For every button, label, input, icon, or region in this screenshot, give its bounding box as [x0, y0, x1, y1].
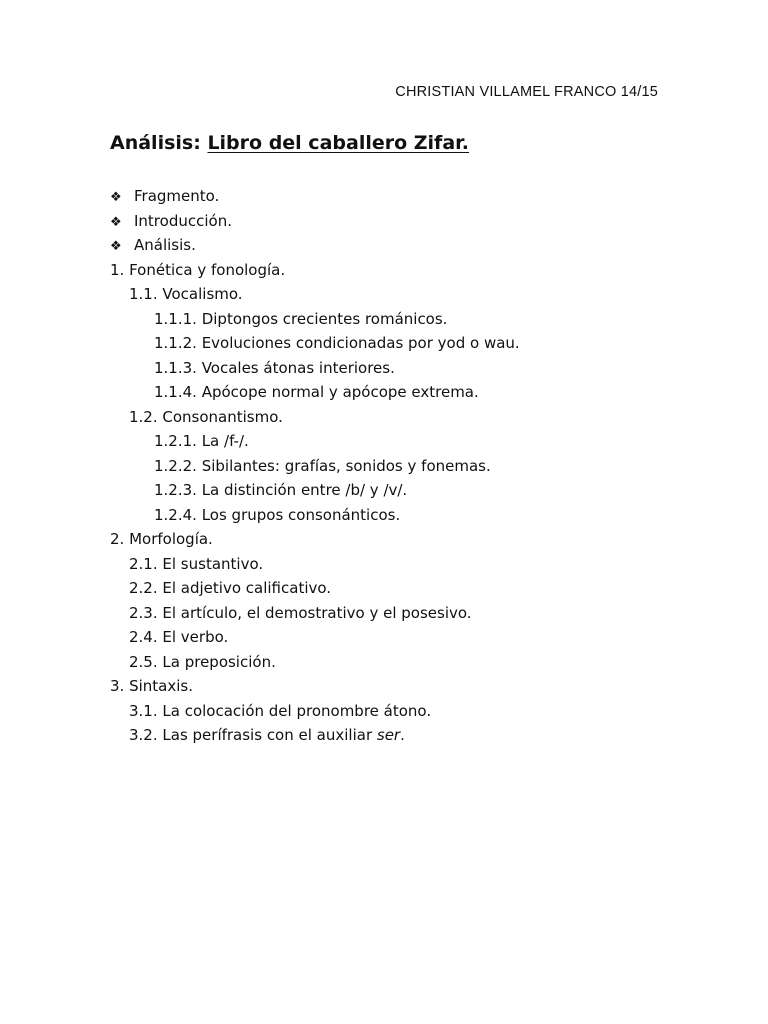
outline-item — [110, 209, 520, 234]
outline-item — [110, 625, 520, 650]
outline-item-text: 1.2.4. Los grupos consonánticos. — [154, 505, 401, 524]
outline-item-italic: ser — [376, 726, 401, 744]
outline-item — [110, 478, 520, 503]
outline-item-text: 1.1.3. Vocales átonas interiores. — [154, 358, 395, 377]
outline-item-text: 1.1.2. Evoluciones condicionadas por yod o wau. — [154, 334, 520, 352]
outline-item-text: 1.2.3. La distinción entre /b/ y /v/. — [154, 481, 408, 499]
outline-item — [110, 723, 520, 748]
outline-item-text: 1.2.2. Sibilantes: grafías, sonidos y fonemas. — [154, 456, 491, 475]
author-header: CHRISTIAN VILLAMEL FRANCO 14/15 — [395, 84, 658, 100]
outline-item — [110, 282, 520, 307]
outline-item — [110, 503, 520, 528]
outline-item-text: 1.2.1. La /f-/. — [154, 432, 249, 450]
outline-item — [110, 429, 520, 454]
outline-item-text: 2.2. El adjetivo calificativo. — [129, 579, 332, 597]
outline-item-text: Fragmento. — [134, 187, 220, 205]
outline-item — [110, 576, 520, 601]
outline-item — [110, 527, 520, 552]
outline-item — [110, 307, 520, 332]
outline-item — [110, 380, 520, 405]
outline-item-text: 2.3. El artículo, el demostrativo y el posesivo. — [129, 603, 472, 622]
outline-item-text: 2.5. La preposición. — [129, 652, 276, 671]
outline-item-text: 1. Fonética y fonología. — [110, 260, 286, 279]
outline-item — [110, 699, 520, 724]
outline-item — [110, 405, 520, 430]
outline-item — [110, 233, 520, 258]
book-title: Libro del caballero Zifar. — [207, 132, 470, 154]
outline-item-suffix: . — [400, 726, 405, 744]
outline-item — [110, 601, 520, 626]
title-prefix: Análisis: — [110, 132, 201, 154]
outline-item-text: 2.1. El sustantivo. — [129, 554, 264, 573]
diamond-bullet-icon: ❖ — [110, 190, 122, 205]
diamond-bullet-icon: ❖ — [110, 214, 122, 230]
outline-item-text: 2. Morfología. — [110, 530, 213, 548]
outline-item-text: 3. Sintaxis. — [110, 677, 193, 695]
outline-item-text: Introducción. — [134, 211, 232, 230]
outline-item — [110, 184, 520, 209]
outline-item-text: 1.1.1. Diptongos crecientes románicos. — [154, 309, 448, 328]
diamond-bullet-icon: ❖ — [110, 239, 122, 254]
outline-item — [110, 454, 520, 479]
outline-item-text: 3.2. Las perífrasis con el auxiliar — [129, 726, 377, 744]
outline-item-text: 2.4. El verbo. — [129, 628, 229, 646]
outline-item-text: Análisis. — [134, 236, 196, 254]
outline-item — [110, 356, 520, 381]
document-title — [110, 132, 469, 154]
outline-item-text: 1.1. Vocalismo. — [129, 285, 243, 303]
outline-item — [110, 674, 520, 699]
outline-item — [110, 258, 520, 283]
outline-item-text: 1.1.4. Apócope normal y apócope extrema. — [154, 383, 479, 401]
outline-item — [110, 552, 520, 577]
table-of-contents — [110, 184, 520, 748]
outline-item — [110, 331, 520, 356]
outline-item-text: 3.1. La colocación del pronombre átono. — [129, 701, 432, 720]
outline-item — [110, 650, 520, 675]
outline-item-text: 1.2. Consonantismo. — [129, 407, 283, 426]
